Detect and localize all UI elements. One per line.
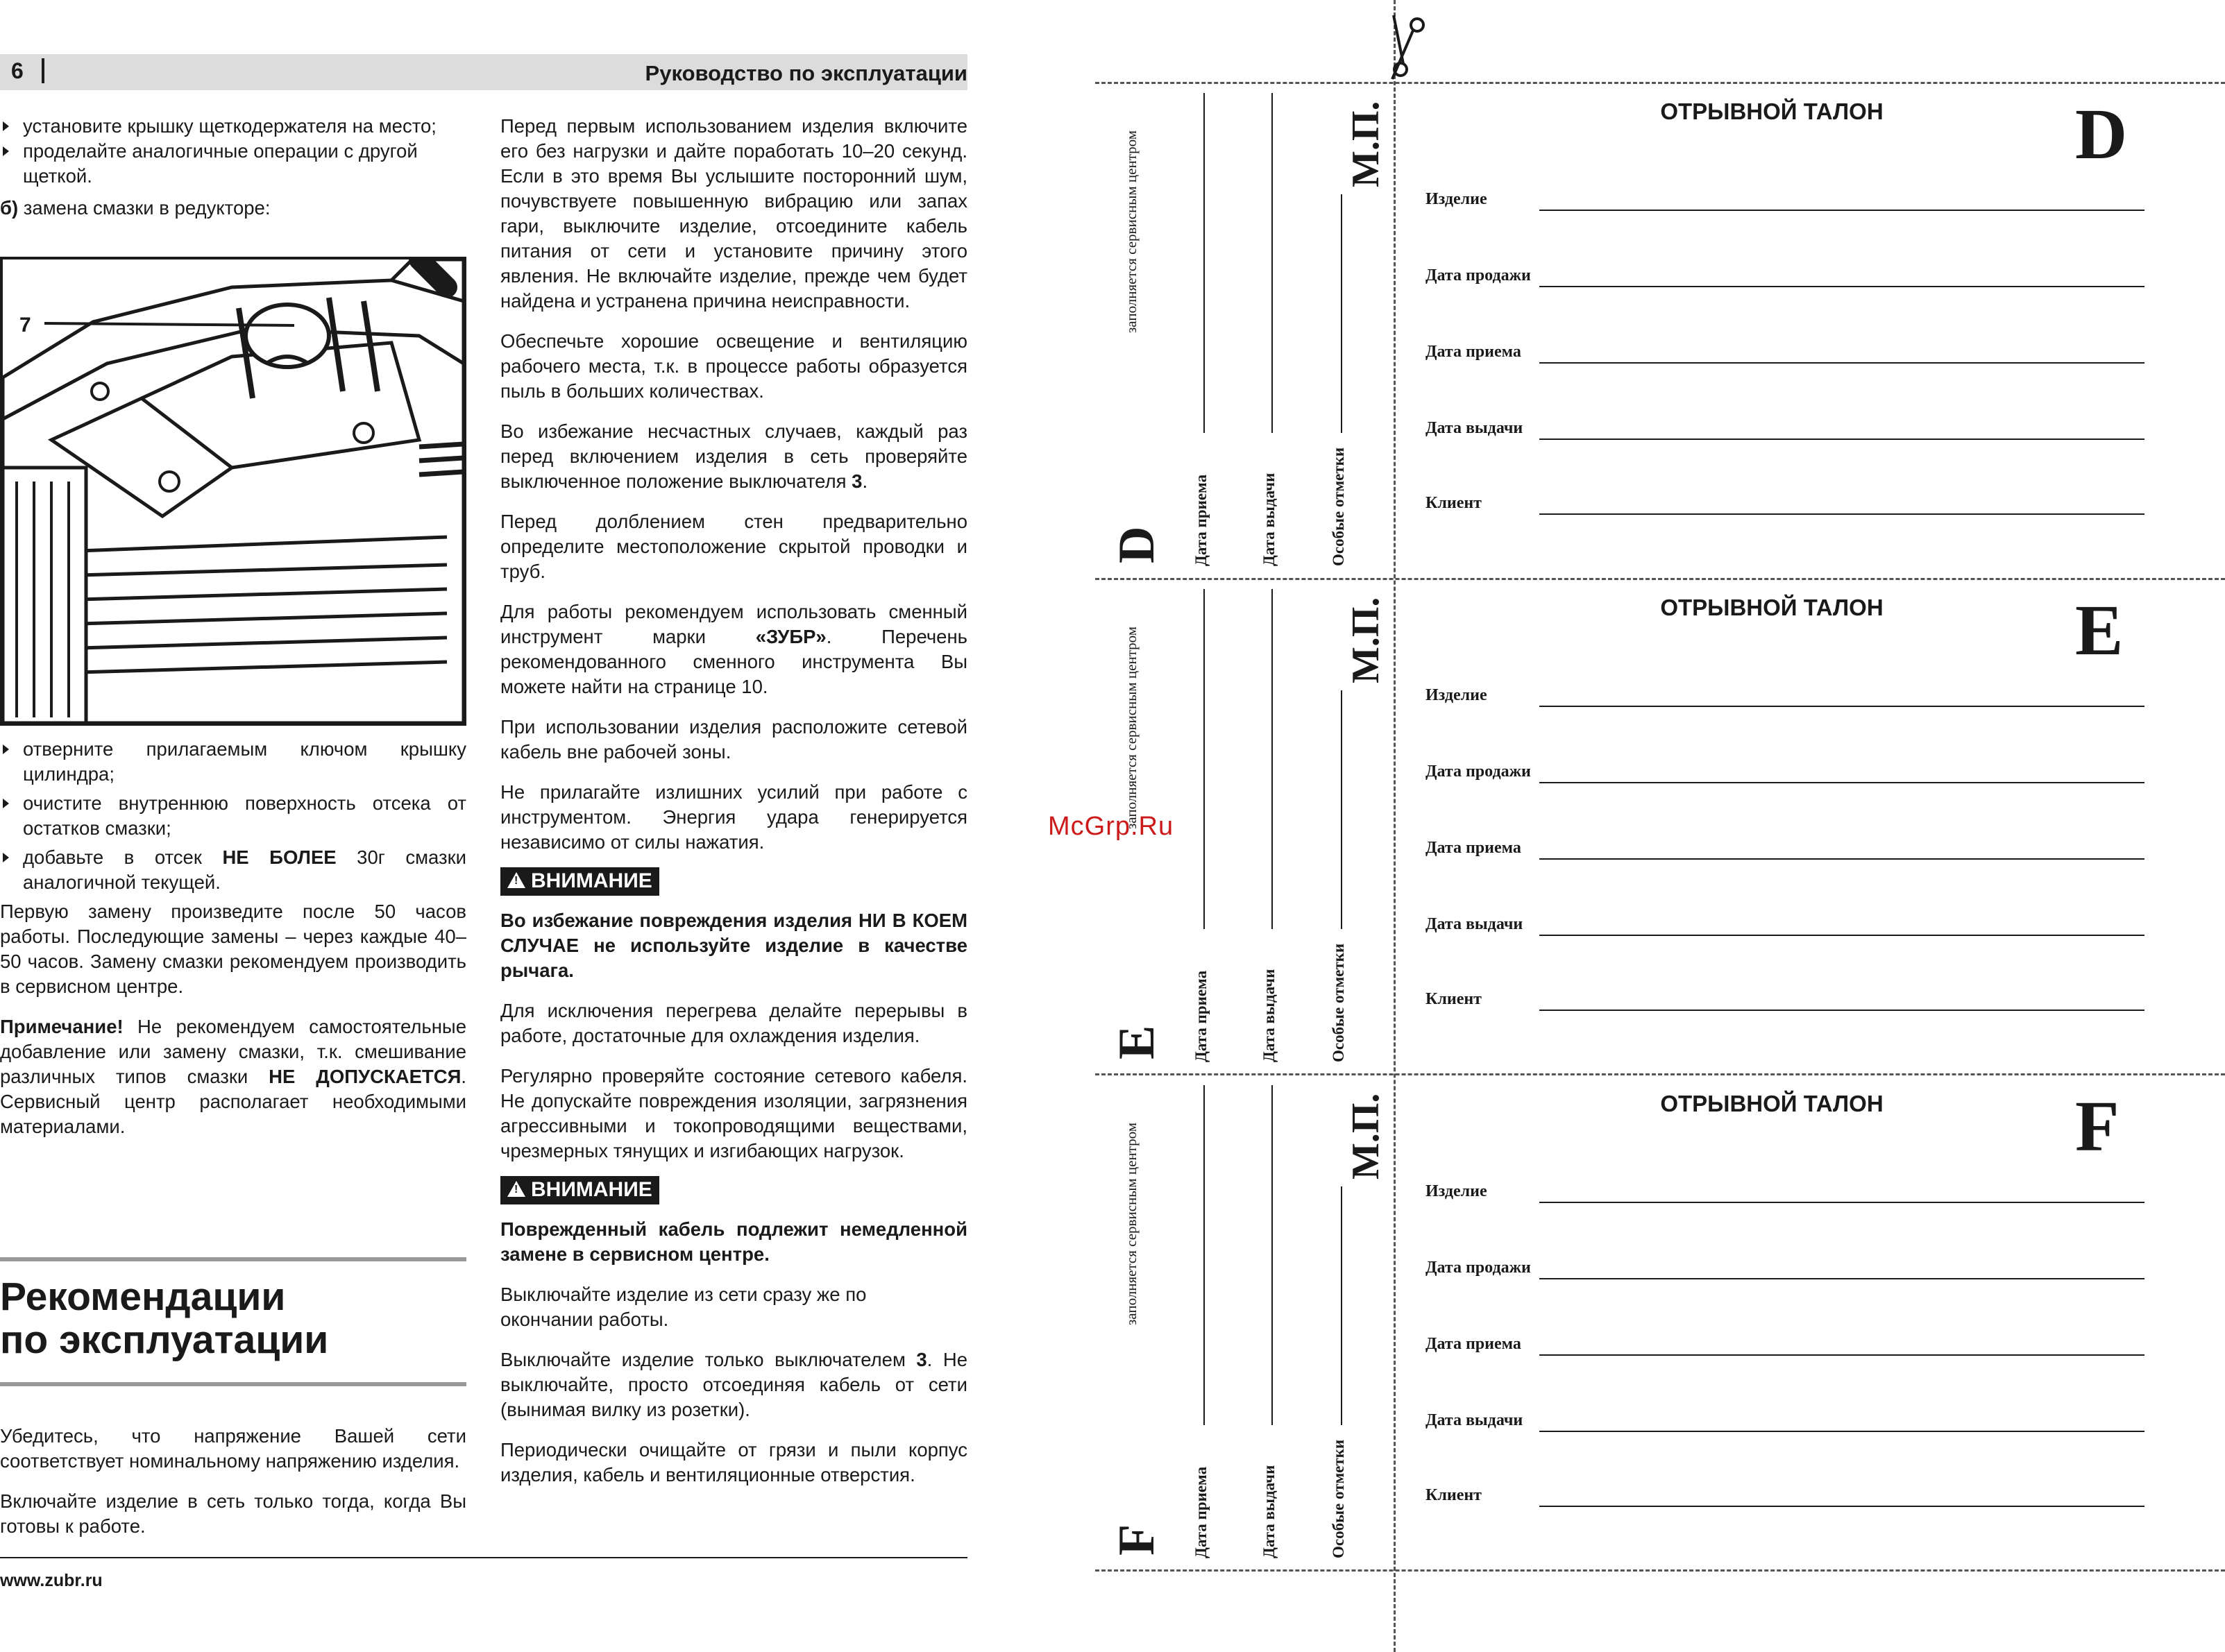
section-title: Рекомендации по эксплуатации [0, 1275, 329, 1362]
header-title: Руководство по эксплуатации [645, 61, 967, 85]
field-line-f-2[interactable] [1539, 1354, 2144, 1356]
field-label-f-0: Изделие [1425, 1182, 1487, 1200]
field-label-f-3: Дата выдачи [1425, 1411, 1523, 1429]
field-line-f-4[interactable] [1539, 1506, 2144, 1507]
stub-field-e-2: Особые отметки [1330, 943, 1347, 1062]
stub-line-e-2[interactable] [1341, 690, 1342, 929]
stub-letter-e: E [1108, 1025, 1165, 1059]
unplug-paragraph: Выключайте изделие из сети сразу же по окончании работы. [500, 1284, 867, 1330]
warning-badge-1: !ВНИМАНИЕ [500, 867, 967, 896]
wiring-paragraph: Перед долблением стен предварительно определите местоположение скрытой проводки и труб. [500, 511, 967, 582]
cut-line-de [1095, 578, 2225, 580]
section-rule-bottom [0, 1382, 466, 1386]
bullet-other-brush: проделайте аналогичные операции с другой щеткой. [0, 139, 466, 189]
field-label-e-3: Дата выдачи [1425, 915, 1523, 933]
stub-field-e-0: Дата приема [1192, 970, 1210, 1062]
field-label-e-1: Дата продажи [1425, 763, 1531, 781]
left-bottom-text [0, 1424, 466, 1539]
coupon-letter-f: F [2075, 1087, 2120, 1166]
left-column [0, 114, 466, 221]
field-label-e-4: Клиент [1425, 990, 1482, 1008]
stamp-mp-d: М.П. [1344, 101, 1387, 187]
stub-letter-f: F [1108, 1524, 1165, 1556]
coupon-letter-e: E [2075, 590, 2124, 670]
stub-field-f-1: Дата выдачи [1260, 1465, 1278, 1558]
field-line-f-3[interactable] [1539, 1431, 2144, 1432]
stub-field-d-0: Дата приема [1192, 474, 1210, 566]
coupon-title-d: ОТРЫВНОЙ ТАЛОН [1660, 99, 1884, 124]
field-line-d-3[interactable] [1539, 438, 2144, 440]
coupon-letter-d: D [2075, 94, 2128, 174]
field-line-d-1[interactable] [1539, 286, 2144, 287]
field-line-e-3[interactable] [1539, 935, 2144, 936]
right-column [500, 114, 967, 1488]
stub-line-e-1[interactable] [1271, 589, 1273, 929]
stub-field-f-2: Особые отметки [1330, 1439, 1347, 1558]
cut-line-bottom [1095, 1569, 2225, 1572]
field-line-e-2[interactable] [1539, 858, 2144, 860]
field-label-e-0: Изделие [1425, 686, 1487, 704]
field-line-d-4[interactable] [1539, 513, 2144, 515]
service-note-e: заполняется сервисным центром [1123, 626, 1140, 829]
field-label-f-1: Дата продажи [1425, 1259, 1531, 1277]
field-label-d-1: Дата продажи [1425, 266, 1531, 284]
cleaning-paragraph: Периодически очищайте от грязи и пыли корпус изделия, кабель и вентиляционные отверстия. [500, 1439, 967, 1485]
stub-field-d-2: Особые отметки [1330, 447, 1347, 566]
warning-icon [507, 872, 525, 888]
field-label-f-4: Клиент [1425, 1486, 1482, 1504]
tool-brand-paragraph: Для работы рекомендуем использовать сменный инструмент марки «ЗУБР». Перечень рекомендованного сменного инструмента Вы можете найти на странице 10. [500, 601, 967, 697]
stamp-mp-e: М.П. [1344, 597, 1387, 683]
cable-zone-paragraph: При использовании изделия расположите сетевой кабель вне рабочей зоны. [500, 716, 967, 763]
lighting-paragraph: Обеспечьте хорошие освещение и вентиляцию рабочего места, т.к. в процессе работы образуется пыль в больших количествах. [500, 330, 967, 402]
field-label-d-4: Клиент [1425, 494, 1482, 512]
stub-line-f-1[interactable] [1271, 1085, 1273, 1425]
first-change-text: Первую замену произведите после 50 часов работы. Последующие замены – через каждые 40–50 часов. Замену смазки рекомендуем производить в сервисном центре. [0, 901, 466, 997]
plug-in-paragraph: Включайте изделие в сеть только тогда, когда Вы готовы к работе. [0, 1490, 466, 1537]
stub-letter-d: D [1108, 526, 1165, 563]
field-label-d-2: Дата приема [1425, 343, 1521, 361]
field-line-f-1[interactable] [1539, 1278, 2144, 1279]
header-divider [42, 58, 44, 83]
coupon-title-e: ОТРЫВНОЙ ТАЛОН [1660, 595, 1884, 620]
first-use-paragraph: Перед первым использованием изделия включите его без нагрузки и дайте поработать 10–20 секунд. Если в это время Вы услышите посторонний шум, почувствуете повышенную вибрацию или запах гари, выключите изделие, отсоедините кабель питания от сети и установите причину этого явления. Не включайте изделие, прежде чем будет найдена и устранена причина неисправности. [500, 115, 967, 312]
figure-callout-7: 7 [19, 314, 31, 337]
switch-off-paragraph: Выключайте изделие только выключателем 3. Не выключайте, просто отсоединяя кабель от сети (вынимая вилку из розетки). [500, 1349, 967, 1420]
stub-field-f-0: Дата приема [1192, 1466, 1210, 1558]
warning-cable-text: Поврежденный кабель подлежит немедленной замене в сервисном центре. [500, 1218, 967, 1265]
stub-line-d-1[interactable] [1271, 93, 1273, 433]
section-rule-top [0, 1257, 466, 1261]
stamp-mp-f: М.П. [1344, 1093, 1387, 1180]
field-line-e-1[interactable] [1539, 782, 2144, 783]
cable-check-paragraph: Регулярно проверяйте состояние сетевого кабеля. Не допускайте повреждения изоляции, загрязнения агрессивными и токопроводящими веществами, чрезмерных тянущих и изгибающих нагрузок. [500, 1065, 967, 1161]
stub-line-f-0[interactable] [1203, 1085, 1205, 1425]
field-line-d-0[interactable] [1539, 210, 2144, 211]
cut-line-top [1095, 82, 2225, 84]
field-line-e-4[interactable] [1539, 1010, 2144, 1011]
voltage-paragraph: Убедитесь, что напряжение Вашей сети соответствует номинальному напряжению изделия. [0, 1425, 466, 1472]
gearbox-figure [0, 257, 466, 726]
service-note-d: заполняется сервисным центром [1123, 130, 1140, 333]
bullet-clean-compartment: очистите внутреннюю поверхность отсека от остатков смазки; [0, 791, 466, 841]
bullet-add-grease: добавьте в отсек НЕ БОЛЕЕ 30г смазки аналогичной текущей. [0, 845, 466, 895]
stub-line-f-2[interactable] [1341, 1186, 1342, 1425]
note-paragraph: Примечание! Не рекомендуем самостоятельные добавление или замену смазки, т.к. смешивание различных типов смазки НЕ ДОПУСКАЕТСЯ. Сервисный центр располагает необходимыми материалами. [0, 1016, 466, 1137]
footer-rule [0, 1557, 967, 1558]
footer-url: www.zubr.ru [0, 1571, 103, 1590]
service-note-f: заполняется сервисным центром [1123, 1122, 1140, 1325]
switch-check-paragraph: Во избежание несчастных случаев, каждый раз перед включением изделия в сеть проверяйте выключенное положение выключателя 3. [500, 420, 967, 492]
field-label-d-3: Дата выдачи [1425, 419, 1523, 437]
left-after-figure [0, 737, 466, 1139]
cut-line-ef [1095, 1073, 2225, 1075]
bullet-brush-cover: установите крышку щеткодержателя на место; [0, 114, 466, 139]
field-label-d-0: Изделие [1425, 190, 1487, 208]
field-line-e-0[interactable] [1539, 706, 2144, 707]
warning-badge-2: !ВНИМАНИЕ [500, 1176, 967, 1204]
stub-line-e-0[interactable] [1203, 589, 1205, 929]
watermark: McGrp.Ru [1048, 812, 1174, 841]
overheat-paragraph: Для исключения перегрева делайте перерывы в работе, достаточные для охлаждения изделия. [500, 1000, 967, 1046]
cut-line-vertical [1394, 0, 1396, 1652]
field-label-f-2: Дата приема [1425, 1335, 1521, 1353]
hammer-drill-illustration [3, 259, 464, 723]
field-line-f-0[interactable] [1539, 1202, 2144, 1203]
scissors-icon [1387, 12, 1435, 85]
force-paragraph: Не прилагайте излишних усилий при работе с инструментом. Энергия удара генерируется независимо от силы нажатия. [500, 781, 967, 853]
field-label-e-2: Дата приема [1425, 839, 1521, 857]
stub-field-d-1: Дата выдачи [1260, 472, 1278, 566]
stub-line-d-2[interactable] [1341, 194, 1342, 433]
stub-line-d-0[interactable] [1203, 93, 1205, 433]
field-line-d-2[interactable] [1539, 362, 2144, 364]
warning-lever-text: Во избежание повреждения изделия НИ В КОЕМ СЛУЧАЕ не используйте изделие в качестве рычага. [500, 910, 967, 981]
warning-icon [507, 1181, 525, 1197]
coupon-title-f: ОТРЫВНОЙ ТАЛОН [1660, 1091, 1884, 1116]
bullet-unscrew-cover: отверните прилагаемым ключом крышку цилиндра; [0, 737, 466, 787]
page-number: 6 [11, 58, 24, 83]
grease-heading: б) замена смазки в редукторе: [0, 197, 271, 219]
stub-field-e-1: Дата выдачи [1260, 969, 1278, 1062]
